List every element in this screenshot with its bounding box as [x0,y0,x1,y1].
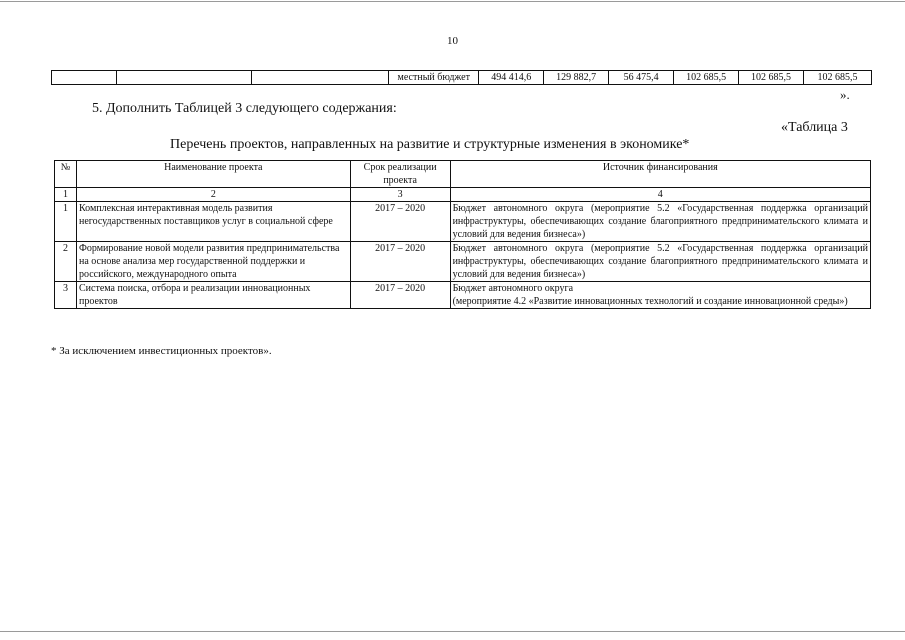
budget-value: 102 685,5 [804,71,872,85]
col-number: 3 [350,188,450,202]
project-name: Формирование новой модели развития предпринимательства на основе анализа мер государственной поддержки и российского, международного опыта [76,242,350,282]
col-header-name: Наименование проекта [76,161,350,188]
funding-source: Бюджет автономного округа (мероприятие 5.2 «Государственная поддержка организаций инфраструктуры, обеспечивающих создание благоприятного предпринимательского климата и условий для ведения бизнеса») [450,242,870,282]
scan-edge-bottom [0,631,905,632]
table-row [55,282,871,309]
table-row [55,202,871,242]
budget-value: 102 685,5 [674,71,739,85]
budget-table [51,70,872,85]
table-label: «Таблица 3 [781,120,848,135]
projects-table [54,160,871,309]
col-number: 2 [76,188,350,202]
col-number: 4 [450,188,870,202]
project-term: 2017 – 2020 [350,282,450,309]
table-row [52,71,872,85]
page-number: 10 [447,35,458,47]
closing-quote: ». [840,87,850,102]
row-number: 3 [55,282,77,309]
table-title: Перечень проектов, направленных на развитие и структурные изменения в экономике* [170,137,690,152]
col-header-source: Источник финансирования [450,161,870,188]
table-row [55,242,871,282]
budget-label: местный бюджет [389,71,479,85]
col-number: 1 [55,188,77,202]
column-number-row [55,188,871,202]
amendment-text: 5. Дополнить Таблицей 3 следующего содержания: [92,101,397,116]
budget-value: 494 414,6 [479,71,544,85]
funding-source-line: (мероприятие 4.2 «Развитие инновационных технологий и создание инновационной среды») [452,296,848,307]
table-header-row [55,161,871,188]
col-header-number: № [55,161,77,188]
project-name: Система поиска, отбора и реализации инновационных проектов [76,282,350,309]
footnote: * За исключением инвестиционных проектов». [51,345,272,357]
scan-edge-top [0,1,905,2]
project-term: 2017 – 2020 [350,202,450,242]
project-term: 2017 – 2020 [350,242,450,282]
empty-cell [116,71,251,85]
funding-source-cell [450,282,870,309]
budget-value: 129 882,7 [544,71,609,85]
empty-cell [251,71,389,85]
project-name: Комплексная интерактивная модель развития негосударственных поставщиков услуг в социальной сфере [76,202,350,242]
row-number: 2 [55,242,77,282]
col-header-term: Срок реализации проекта [350,161,450,188]
funding-source-line: Бюджет автономного округа [452,283,574,294]
row-number: 1 [55,202,77,242]
budget-value: 56 475,4 [609,71,674,85]
budget-value: 102 685,5 [739,71,804,85]
empty-cell [52,71,117,85]
funding-source: Бюджет автономного округа (мероприятие 5.2 «Государственная поддержка организаций инфраструктуры, обеспечивающих создание благоприятного предпринимательского климата и условий для ведения бизнеса») [450,202,870,242]
